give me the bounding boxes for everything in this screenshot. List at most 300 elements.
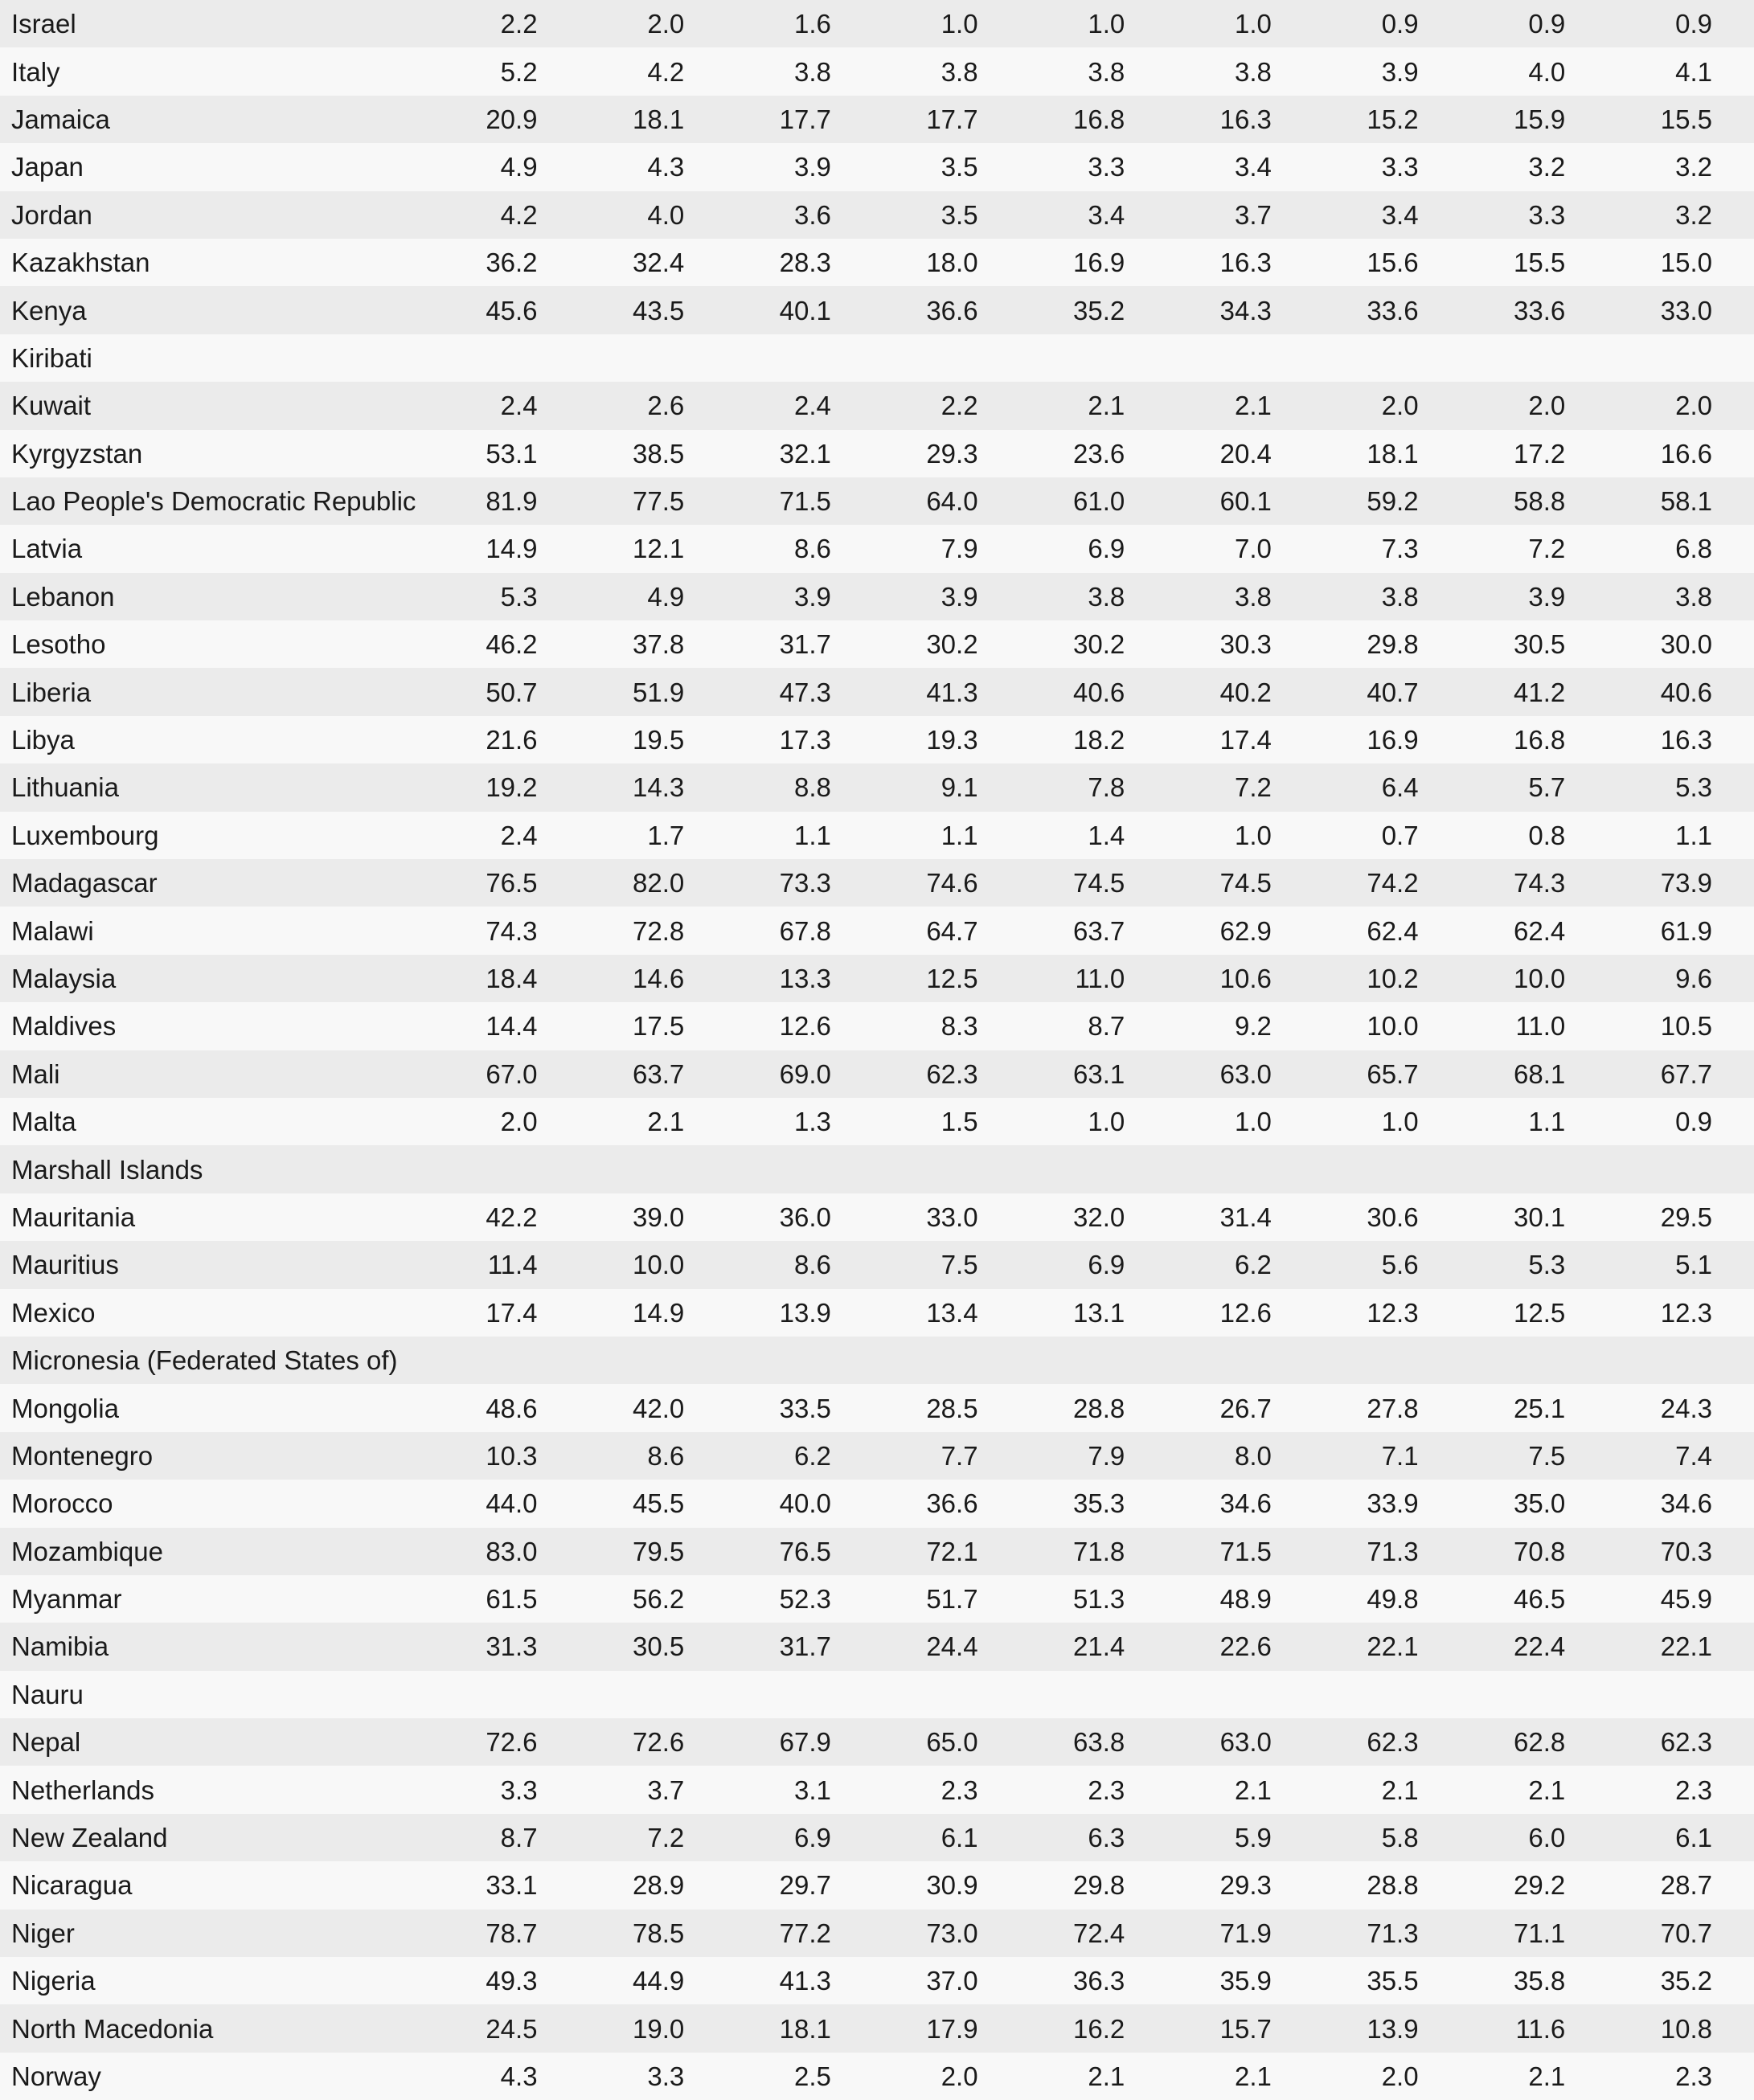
value-cell: 14.9 bbox=[432, 525, 580, 572]
value-cell bbox=[1020, 1145, 1167, 1193]
value-cell: 30.1 bbox=[1461, 1193, 1608, 1241]
country-name-cell: Malta bbox=[0, 1098, 432, 1145]
country-name-cell: Kazakhstan bbox=[0, 239, 432, 286]
value-cell: 28.3 bbox=[726, 239, 873, 286]
table-row bbox=[0, 1718, 1754, 1766]
value-cell: 40.0 bbox=[726, 1480, 873, 1527]
value-cell: 15.6 bbox=[1313, 239, 1461, 286]
value-cell: 22.1 bbox=[1313, 1623, 1461, 1670]
value-cell: 1.1 bbox=[1607, 812, 1754, 859]
value-cell: 20.4 bbox=[1166, 430, 1313, 477]
table-row bbox=[0, 47, 1754, 95]
value-cell: 10.0 bbox=[1461, 955, 1608, 1002]
value-cell: 7.2 bbox=[1166, 763, 1313, 811]
value-cell: 20.9 bbox=[432, 96, 580, 143]
value-cell: 63.7 bbox=[1020, 907, 1167, 954]
value-cell: 2.1 bbox=[1166, 2053, 1313, 2100]
value-cell: 21.6 bbox=[432, 716, 580, 763]
value-cell: 3.9 bbox=[873, 573, 1020, 620]
value-cell: 67.0 bbox=[432, 1050, 580, 1098]
value-cell: 33.0 bbox=[1607, 286, 1754, 334]
value-cell: 30.0 bbox=[1607, 620, 1754, 668]
value-cell: 78.5 bbox=[580, 1910, 727, 1957]
value-cell: 30.5 bbox=[1461, 620, 1608, 668]
value-cell: 15.5 bbox=[1607, 96, 1754, 143]
value-cell: 33.6 bbox=[1461, 286, 1608, 334]
table-row bbox=[0, 477, 1754, 525]
value-cell: 62.3 bbox=[873, 1050, 1020, 1098]
country-name-cell: North Macedonia bbox=[0, 2004, 432, 2052]
value-cell: 2.2 bbox=[432, 0, 580, 47]
value-cell: 72.6 bbox=[580, 1718, 727, 1766]
value-cell: 2.3 bbox=[1607, 2053, 1754, 2100]
value-cell: 45.9 bbox=[1607, 1575, 1754, 1623]
value-cell: 1.6 bbox=[726, 0, 873, 47]
value-cell: 5.8 bbox=[1313, 1814, 1461, 1861]
value-cell bbox=[873, 1145, 1020, 1193]
value-cell: 0.9 bbox=[1313, 0, 1461, 47]
value-cell: 77.2 bbox=[726, 1910, 873, 1957]
table-row bbox=[0, 573, 1754, 620]
table-row bbox=[0, 1384, 1754, 1431]
country-name-cell: Liberia bbox=[0, 668, 432, 715]
value-cell: 58.8 bbox=[1461, 477, 1608, 525]
value-cell: 3.9 bbox=[726, 143, 873, 190]
value-cell: 29.7 bbox=[726, 1861, 873, 1909]
value-cell bbox=[580, 334, 727, 382]
value-cell: 12.5 bbox=[873, 955, 1020, 1002]
value-cell: 4.1 bbox=[1607, 47, 1754, 95]
value-cell: 2.6 bbox=[580, 382, 727, 429]
value-cell: 62.9 bbox=[1166, 907, 1313, 954]
value-cell: 2.0 bbox=[1313, 2053, 1461, 2100]
value-cell bbox=[1607, 1337, 1754, 1384]
value-cell: 3.9 bbox=[726, 573, 873, 620]
value-cell: 26.7 bbox=[1166, 1384, 1313, 1431]
value-cell: 45.5 bbox=[580, 1480, 727, 1527]
value-cell: 6.8 bbox=[1607, 525, 1754, 572]
value-cell: 7.1 bbox=[1313, 1432, 1461, 1480]
value-cell: 51.9 bbox=[580, 668, 727, 715]
value-cell: 16.3 bbox=[1166, 96, 1313, 143]
value-cell bbox=[726, 1145, 873, 1193]
value-cell: 37.0 bbox=[873, 1957, 1020, 2004]
value-cell: 71.5 bbox=[1166, 1528, 1313, 1575]
value-cell: 71.5 bbox=[726, 477, 873, 525]
value-cell: 3.8 bbox=[1166, 573, 1313, 620]
value-cell: 74.3 bbox=[1461, 859, 1608, 907]
value-cell: 6.0 bbox=[1461, 1814, 1608, 1861]
value-cell: 18.1 bbox=[1313, 430, 1461, 477]
value-cell: 2.0 bbox=[1313, 382, 1461, 429]
table-row bbox=[0, 859, 1754, 907]
value-cell: 61.5 bbox=[432, 1575, 580, 1623]
value-cell: 5.2 bbox=[432, 47, 580, 95]
value-cell: 73.3 bbox=[726, 859, 873, 907]
value-cell: 14.4 bbox=[432, 1002, 580, 1050]
country-name-cell: Nauru bbox=[0, 1671, 432, 1718]
value-cell: 40.6 bbox=[1607, 668, 1754, 715]
value-cell: 14.6 bbox=[580, 955, 727, 1002]
value-cell: 1.3 bbox=[726, 1098, 873, 1145]
value-cell: 6.9 bbox=[1020, 525, 1167, 572]
table-row bbox=[0, 620, 1754, 668]
value-cell: 31.3 bbox=[432, 1623, 580, 1670]
value-cell: 30.2 bbox=[873, 620, 1020, 668]
value-cell bbox=[873, 1671, 1020, 1718]
value-cell: 7.2 bbox=[580, 1814, 727, 1861]
value-cell: 49.3 bbox=[432, 1957, 580, 2004]
value-cell: 3.7 bbox=[1166, 191, 1313, 239]
value-cell: 42.2 bbox=[432, 1193, 580, 1241]
value-cell: 3.8 bbox=[1313, 573, 1461, 620]
value-cell: 29.3 bbox=[1166, 1861, 1313, 1909]
value-cell: 1.1 bbox=[726, 812, 873, 859]
value-cell bbox=[1607, 1671, 1754, 1718]
value-cell: 50.7 bbox=[432, 668, 580, 715]
value-cell: 17.4 bbox=[432, 1289, 580, 1337]
value-cell: 18.4 bbox=[432, 955, 580, 1002]
value-cell: 12.3 bbox=[1607, 1289, 1754, 1337]
value-cell: 2.5 bbox=[726, 2053, 873, 2100]
value-cell: 45.6 bbox=[432, 286, 580, 334]
value-cell: 1.0 bbox=[1020, 0, 1167, 47]
value-cell: 4.0 bbox=[1461, 47, 1608, 95]
value-cell: 76.5 bbox=[726, 1528, 873, 1575]
value-cell: 17.7 bbox=[726, 96, 873, 143]
value-cell: 1.0 bbox=[1166, 812, 1313, 859]
value-cell: 4.2 bbox=[432, 191, 580, 239]
value-cell: 48.9 bbox=[1166, 1575, 1313, 1623]
value-cell: 19.0 bbox=[580, 2004, 727, 2052]
value-cell bbox=[1607, 334, 1754, 382]
value-cell: 36.3 bbox=[1020, 1957, 1167, 2004]
value-cell: 1.0 bbox=[1166, 1098, 1313, 1145]
value-cell: 2.3 bbox=[873, 1766, 1020, 1813]
value-cell: 13.9 bbox=[726, 1289, 873, 1337]
value-cell: 33.5 bbox=[726, 1384, 873, 1431]
value-cell: 5.3 bbox=[1461, 1241, 1608, 1288]
value-cell: 62.3 bbox=[1607, 1718, 1754, 1766]
value-cell: 16.2 bbox=[1020, 2004, 1167, 2052]
value-cell: 35.9 bbox=[1166, 1957, 1313, 2004]
table-row bbox=[0, 812, 1754, 859]
table-row bbox=[0, 1098, 1754, 1145]
value-cell: 1.5 bbox=[873, 1098, 1020, 1145]
value-cell bbox=[1166, 334, 1313, 382]
table-row bbox=[0, 1957, 1754, 2004]
value-cell: 22.1 bbox=[1607, 1623, 1754, 1670]
value-cell bbox=[1313, 334, 1461, 382]
value-cell: 24.5 bbox=[432, 2004, 580, 2052]
value-cell: 18.2 bbox=[1020, 716, 1167, 763]
value-cell: 7.2 bbox=[1461, 525, 1608, 572]
value-cell: 63.8 bbox=[1020, 1718, 1167, 1766]
value-cell: 2.0 bbox=[1461, 382, 1608, 429]
table-row bbox=[0, 286, 1754, 334]
value-cell: 28.8 bbox=[1313, 1861, 1461, 1909]
value-cell: 29.3 bbox=[873, 430, 1020, 477]
table-row bbox=[0, 763, 1754, 811]
value-cell: 0.9 bbox=[1607, 1098, 1754, 1145]
value-cell bbox=[432, 1337, 580, 1384]
value-cell: 12.3 bbox=[1313, 1289, 1461, 1337]
table-row bbox=[0, 334, 1754, 382]
table-row bbox=[0, 1814, 1754, 1861]
country-name-cell: Micronesia (Federated States of) bbox=[0, 1337, 432, 1384]
value-cell bbox=[726, 334, 873, 382]
value-cell: 35.2 bbox=[1607, 1957, 1754, 2004]
value-cell: 34.6 bbox=[1166, 1480, 1313, 1527]
value-cell: 33.0 bbox=[873, 1193, 1020, 1241]
value-cell: 8.7 bbox=[432, 1814, 580, 1861]
value-cell: 6.2 bbox=[1166, 1241, 1313, 1288]
value-cell: 2.4 bbox=[432, 812, 580, 859]
table-row bbox=[0, 668, 1754, 715]
value-cell: 70.7 bbox=[1607, 1910, 1754, 1957]
value-cell: 60.1 bbox=[1166, 477, 1313, 525]
value-cell bbox=[1461, 1337, 1608, 1384]
value-cell bbox=[726, 1671, 873, 1718]
country-name-cell: Morocco bbox=[0, 1480, 432, 1527]
value-cell: 0.8 bbox=[1461, 812, 1608, 859]
value-cell: 29.2 bbox=[1461, 1861, 1608, 1909]
value-cell: 16.8 bbox=[1020, 96, 1167, 143]
value-cell: 1.1 bbox=[873, 812, 1020, 859]
value-cell: 16.9 bbox=[1313, 716, 1461, 763]
value-cell: 40.2 bbox=[1166, 668, 1313, 715]
value-cell: 28.5 bbox=[873, 1384, 1020, 1431]
table-row bbox=[0, 1575, 1754, 1623]
table-row bbox=[0, 1050, 1754, 1098]
value-cell: 62.8 bbox=[1461, 1718, 1608, 1766]
value-cell: 31.7 bbox=[726, 1623, 873, 1670]
value-cell: 22.4 bbox=[1461, 1623, 1608, 1670]
value-cell: 6.9 bbox=[1020, 1241, 1167, 1288]
value-cell: 81.9 bbox=[432, 477, 580, 525]
value-cell: 1.0 bbox=[873, 0, 1020, 47]
value-cell: 28.7 bbox=[1607, 1861, 1754, 1909]
value-cell: 7.7 bbox=[873, 1432, 1020, 1480]
table-row bbox=[0, 1289, 1754, 1337]
value-cell: 83.0 bbox=[432, 1528, 580, 1575]
value-cell: 16.8 bbox=[1461, 716, 1608, 763]
value-cell: 51.3 bbox=[1020, 1575, 1167, 1623]
value-cell: 62.4 bbox=[1313, 907, 1461, 954]
value-cell: 15.2 bbox=[1313, 96, 1461, 143]
value-cell: 74.2 bbox=[1313, 859, 1461, 907]
value-cell: 35.8 bbox=[1461, 1957, 1608, 2004]
table-row bbox=[0, 430, 1754, 477]
value-cell bbox=[873, 334, 1020, 382]
value-cell: 3.1 bbox=[726, 1766, 873, 1813]
value-cell: 44.9 bbox=[580, 1957, 727, 2004]
value-cell: 3.6 bbox=[726, 191, 873, 239]
value-cell: 61.0 bbox=[1020, 477, 1167, 525]
value-cell: 25.1 bbox=[1461, 1384, 1608, 1431]
country-name-cell: Israel bbox=[0, 0, 432, 47]
value-cell: 46.5 bbox=[1461, 1575, 1608, 1623]
value-cell: 70.3 bbox=[1607, 1528, 1754, 1575]
country-name-cell: New Zealand bbox=[0, 1814, 432, 1861]
value-cell: 22.6 bbox=[1166, 1623, 1313, 1670]
value-cell: 3.4 bbox=[1020, 191, 1167, 239]
value-cell: 6.4 bbox=[1313, 763, 1461, 811]
value-cell: 24.4 bbox=[873, 1623, 1020, 1670]
table-row bbox=[0, 96, 1754, 143]
value-cell bbox=[1313, 1337, 1461, 1384]
value-cell: 8.6 bbox=[726, 525, 873, 572]
value-cell: 3.4 bbox=[1313, 191, 1461, 239]
country-name-cell: Jamaica bbox=[0, 96, 432, 143]
value-cell: 17.2 bbox=[1461, 430, 1608, 477]
value-cell: 8.6 bbox=[726, 1241, 873, 1288]
value-cell: 9.6 bbox=[1607, 955, 1754, 1002]
value-cell: 1.7 bbox=[580, 812, 727, 859]
country-name-cell: Montenegro bbox=[0, 1432, 432, 1480]
value-cell: 8.8 bbox=[726, 763, 873, 811]
value-cell: 73.9 bbox=[1607, 859, 1754, 907]
value-cell: 33.9 bbox=[1313, 1480, 1461, 1527]
table-row bbox=[0, 907, 1754, 954]
value-cell: 7.8 bbox=[1020, 763, 1167, 811]
country-name-cell: Kenya bbox=[0, 286, 432, 334]
value-cell: 41.3 bbox=[873, 668, 1020, 715]
value-cell: 33.1 bbox=[432, 1861, 580, 1909]
value-cell: 3.4 bbox=[1166, 143, 1313, 190]
value-cell: 74.3 bbox=[432, 907, 580, 954]
value-cell: 4.3 bbox=[432, 2053, 580, 2100]
country-name-cell: Luxembourg bbox=[0, 812, 432, 859]
value-cell: 7.3 bbox=[1313, 525, 1461, 572]
country-name-cell: Norway bbox=[0, 2053, 432, 2100]
value-cell: 30.2 bbox=[1020, 620, 1167, 668]
value-cell: 9.2 bbox=[1166, 1002, 1313, 1050]
value-cell: 0.9 bbox=[1607, 0, 1754, 47]
value-cell: 40.7 bbox=[1313, 668, 1461, 715]
value-cell: 13.4 bbox=[873, 1289, 1020, 1337]
table-row bbox=[0, 382, 1754, 429]
country-name-cell: Libya bbox=[0, 716, 432, 763]
value-cell: 71.3 bbox=[1313, 1528, 1461, 1575]
value-cell: 14.9 bbox=[580, 1289, 727, 1337]
country-name-cell: Nepal bbox=[0, 1718, 432, 1766]
value-cell: 7.9 bbox=[1020, 1432, 1167, 1480]
value-cell: 16.3 bbox=[1607, 716, 1754, 763]
value-cell: 5.1 bbox=[1607, 1241, 1754, 1288]
value-cell: 1.1 bbox=[1461, 1098, 1608, 1145]
value-cell: 71.8 bbox=[1020, 1528, 1167, 1575]
value-cell: 35.5 bbox=[1313, 1957, 1461, 2004]
value-cell: 39.0 bbox=[580, 1193, 727, 1241]
value-cell: 41.2 bbox=[1461, 668, 1608, 715]
country-name-cell: Lao People's Democratic Republic bbox=[0, 477, 432, 525]
value-cell: 3.5 bbox=[873, 191, 1020, 239]
value-cell: 14.3 bbox=[580, 763, 727, 811]
value-cell: 21.4 bbox=[1020, 1623, 1167, 1670]
table-row bbox=[0, 1910, 1754, 1957]
value-cell: 2.1 bbox=[1313, 1766, 1461, 1813]
value-cell: 2.1 bbox=[580, 1098, 727, 1145]
value-cell: 3.3 bbox=[1020, 143, 1167, 190]
table-row bbox=[0, 1671, 1754, 1718]
value-cell: 28.8 bbox=[1020, 1384, 1167, 1431]
value-cell: 13.3 bbox=[726, 955, 873, 1002]
value-cell: 0.7 bbox=[1313, 812, 1461, 859]
value-cell: 62.4 bbox=[1461, 907, 1608, 954]
country-name-cell: Mauritius bbox=[0, 1241, 432, 1288]
value-cell: 35.3 bbox=[1020, 1480, 1167, 1527]
value-cell bbox=[580, 1671, 727, 1718]
value-cell: 7.5 bbox=[1461, 1432, 1608, 1480]
value-cell: 72.8 bbox=[580, 907, 727, 954]
country-name-cell: Namibia bbox=[0, 1623, 432, 1670]
value-cell: 7.9 bbox=[873, 525, 1020, 572]
value-cell: 59.2 bbox=[1313, 477, 1461, 525]
country-name-cell: Jordan bbox=[0, 191, 432, 239]
table-row bbox=[0, 716, 1754, 763]
value-cell: 32.4 bbox=[580, 239, 727, 286]
value-cell: 65.7 bbox=[1313, 1050, 1461, 1098]
value-cell: 3.8 bbox=[1020, 573, 1167, 620]
value-cell: 7.4 bbox=[1607, 1432, 1754, 1480]
value-cell: 30.6 bbox=[1313, 1193, 1461, 1241]
value-cell: 10.0 bbox=[1313, 1002, 1461, 1050]
value-cell: 2.1 bbox=[1020, 382, 1167, 429]
value-cell: 3.3 bbox=[580, 2053, 727, 2100]
value-cell: 24.3 bbox=[1607, 1384, 1754, 1431]
value-cell: 8.0 bbox=[1166, 1432, 1313, 1480]
table-row bbox=[0, 1337, 1754, 1384]
country-name-cell: Latvia bbox=[0, 525, 432, 572]
value-cell: 18.0 bbox=[873, 239, 1020, 286]
value-cell: 41.3 bbox=[726, 1957, 873, 2004]
value-cell: 63.1 bbox=[1020, 1050, 1167, 1098]
value-cell: 77.5 bbox=[580, 477, 727, 525]
table-row bbox=[0, 2004, 1754, 2052]
value-cell: 17.5 bbox=[580, 1002, 727, 1050]
value-cell: 2.4 bbox=[726, 382, 873, 429]
value-cell: 40.6 bbox=[1020, 668, 1167, 715]
value-cell: 11.6 bbox=[1461, 2004, 1608, 2052]
table-row bbox=[0, 191, 1754, 239]
value-cell: 17.4 bbox=[1166, 716, 1313, 763]
value-cell: 15.9 bbox=[1461, 96, 1608, 143]
value-cell: 28.9 bbox=[580, 1861, 727, 1909]
value-cell: 23.6 bbox=[1020, 430, 1167, 477]
table-row bbox=[0, 1623, 1754, 1670]
value-cell: 71.3 bbox=[1313, 1910, 1461, 1957]
value-cell: 64.0 bbox=[873, 477, 1020, 525]
value-cell: 67.9 bbox=[726, 1718, 873, 1766]
value-cell: 0.9 bbox=[1461, 0, 1608, 47]
value-cell: 2.4 bbox=[432, 382, 580, 429]
value-cell: 44.0 bbox=[432, 1480, 580, 1527]
value-cell: 16.9 bbox=[1020, 239, 1167, 286]
value-cell: 69.0 bbox=[726, 1050, 873, 1098]
value-cell: 15.0 bbox=[1607, 239, 1754, 286]
value-cell: 3.2 bbox=[1607, 143, 1754, 190]
country-name-cell: Maldives bbox=[0, 1002, 432, 1050]
value-cell: 10.2 bbox=[1313, 955, 1461, 1002]
country-name-cell: Malawi bbox=[0, 907, 432, 954]
value-cell: 67.8 bbox=[726, 907, 873, 954]
value-cell: 3.8 bbox=[1607, 573, 1754, 620]
value-cell: 29.8 bbox=[1020, 1861, 1167, 1909]
value-cell: 36.6 bbox=[873, 286, 1020, 334]
value-cell: 36.6 bbox=[873, 1480, 1020, 1527]
value-cell bbox=[432, 334, 580, 382]
